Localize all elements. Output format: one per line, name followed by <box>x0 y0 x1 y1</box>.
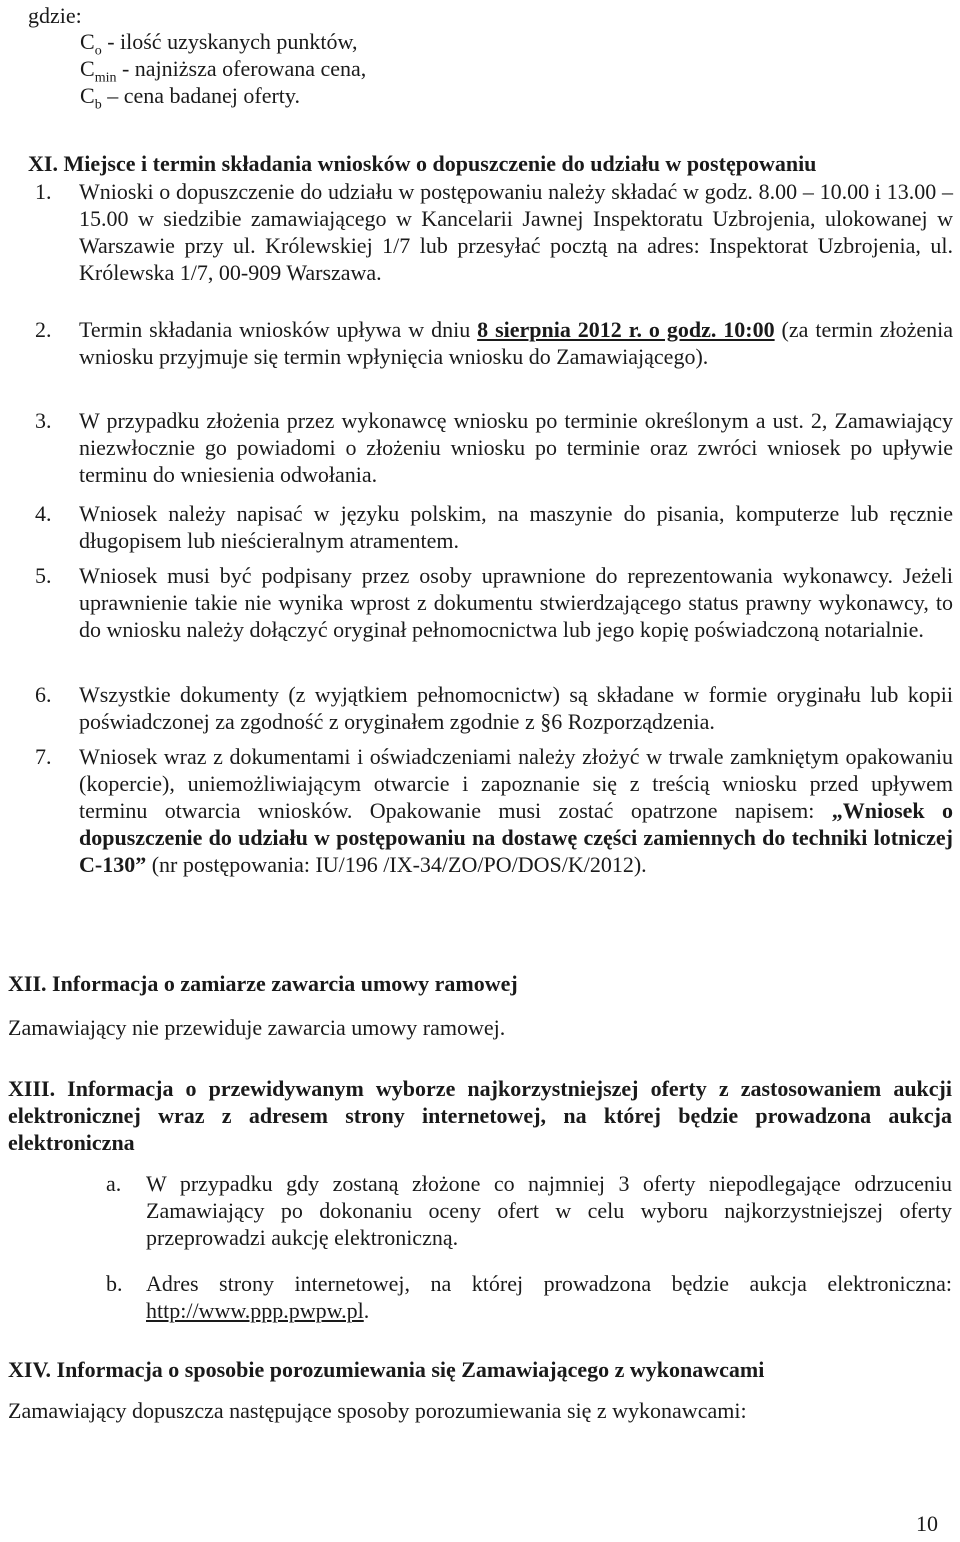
definition-line: $C_{min}$ - najniższa oferowana cena, <box>80 56 367 86</box>
deadline-date: 8 sierpnia 2012 r. o godz. 10:00 <box>477 317 775 342</box>
list-item: 5. Wniosek musi być podpisany przez osoby uprawnione do reprezentowania wykonawcy. Jeżeli uprawnienie takie nie wynika wprost z dokumentu stwierdzającego status prawny wykonawcy, to do wniosku należy dołączyć oryginał pełnomocnictwa lub jego kopię poświadczoną notarialnie. <box>35 563 953 642</box>
definition-line: $C_b$ – cena badanej oferty. <box>80 83 300 113</box>
list-item: 3. W przypadku złożenia przez wykonawcę wniosku po terminie określonym a ust. 2, Zamawiający niezwłocznie go powiadomi o złożeniu wniosku po terminie oraz zwróci wniosek po upływie terminu do wniesienia odwołania. <box>35 408 953 487</box>
section-xiii-title: XIII. Informacja o przewidywanym wyborze najkorzystniejszej oferty z zastosowaniem aukcji elektronicznej wraz z adresem strony internetowej, na której będzie prowadzona aukcja elektroniczna <box>8 1076 952 1155</box>
list-item: 7. Wniosek wraz z dokumentami i oświadczeniami należy złożyć w trwale zamkniętym opakowaniu (kopercie), uniemożliwiającym otwarcie i zapoznanie się z treścią wniosku przed upływem terminu otwarcia wniosków. Opakowanie musi zostać opatrzone napisem: „Wniosek o dopuszczenie do udziału w postępowaniu na dostawę części zamiennych do techniki lotniczej C-130” (nr postępowania: IU/196 /IX-34/ZO/PO/DOS/K/2012). <box>35 744 953 877</box>
list-item: 4. Wniosek należy napisać w języku polskim, na maszynie do pisania, komputerze lub ręcznie długopisem lub nieścieralnym atramentem. <box>35 501 953 553</box>
list-item: 1. Wnioski o dopuszczenie do udziału w postępowaniu należy składać w godz. 8.00 – 10.00 i 13.00 – 15.00 w siedzibie zamawiającego w Kancelarii Jawnej Inspektoratu Uzbrojenia, ulokowanej w Warszawie przy ul. Królewskiej 1/7 lub przesyłać pocztą na adres: Inspektorat Uzbrojenia, ul. Królewska 1/7, 00-909 Warszawa. <box>35 179 953 285</box>
list-item: a. W przypadku gdy zostaną złożone co najmniej 3 oferty niepodlegające odrzuceniu Zamawiający po dokonaniu oceny ofert w celu wyboru najkorzystniejszej oferty przeprowadzi aukcję elektroniczną. <box>106 1171 952 1250</box>
definitions-list <box>80 28 367 113</box>
list-item: 6. Wszystkie dokumenty (z wyjątkiem pełnomocnictw) są składane w formie oryginału lub kopii poświadczonej za zgodność z oryginałem zgodnie z §6 Rozporządzenia. <box>35 682 953 734</box>
list-item: 2. Termin składania wniosków upływa w dniu 8 sierpnia 2012 r. o godz. 10:00 (za termin złożenia wniosku przyjmuje się termin wpłynięcia wniosku do Zamawiającego). <box>35 317 954 369</box>
definition-line: $C_o$ - ilość uzyskanych punktów, <box>80 29 358 59</box>
section-xii-title: XII. Informacja o zamiarze zawarcia umowy ramowej <box>8 971 518 996</box>
list-item: b. Adres strony internetowej, na której prowadzona będzie aukcja elektroniczna: http://www.ppp.pwpw.pl. <box>106 1271 952 1323</box>
page-number: 10 <box>916 1511 938 1536</box>
section-xii-text: Zamawiający nie przewiduje zawarcia umowy ramowej. <box>8 1015 506 1040</box>
envelope-label: „Wniosek o dopuszczenie do udziału w postępowaniu na dostawę części zamiennych do techniki lotniczej C-130” <box>79 798 953 877</box>
section-xiv-text: Zamawiający dopuszcza następujące sposoby porozumiewania się z wykonawcami: <box>8 1398 747 1423</box>
section-xiv-title: XIV. Informacja o sposobie porozumiewania się Zamawiającego z wykonawcami <box>8 1357 765 1382</box>
section-xi-title: XI. Miejsce i termin składania wniosków o dopuszczenie do udziału w postępowaniu <box>28 151 817 176</box>
definitions-heading: gdzie: <box>28 3 82 28</box>
auction-link[interactable]: http://www.ppp.pwpw.pl <box>146 1298 364 1323</box>
